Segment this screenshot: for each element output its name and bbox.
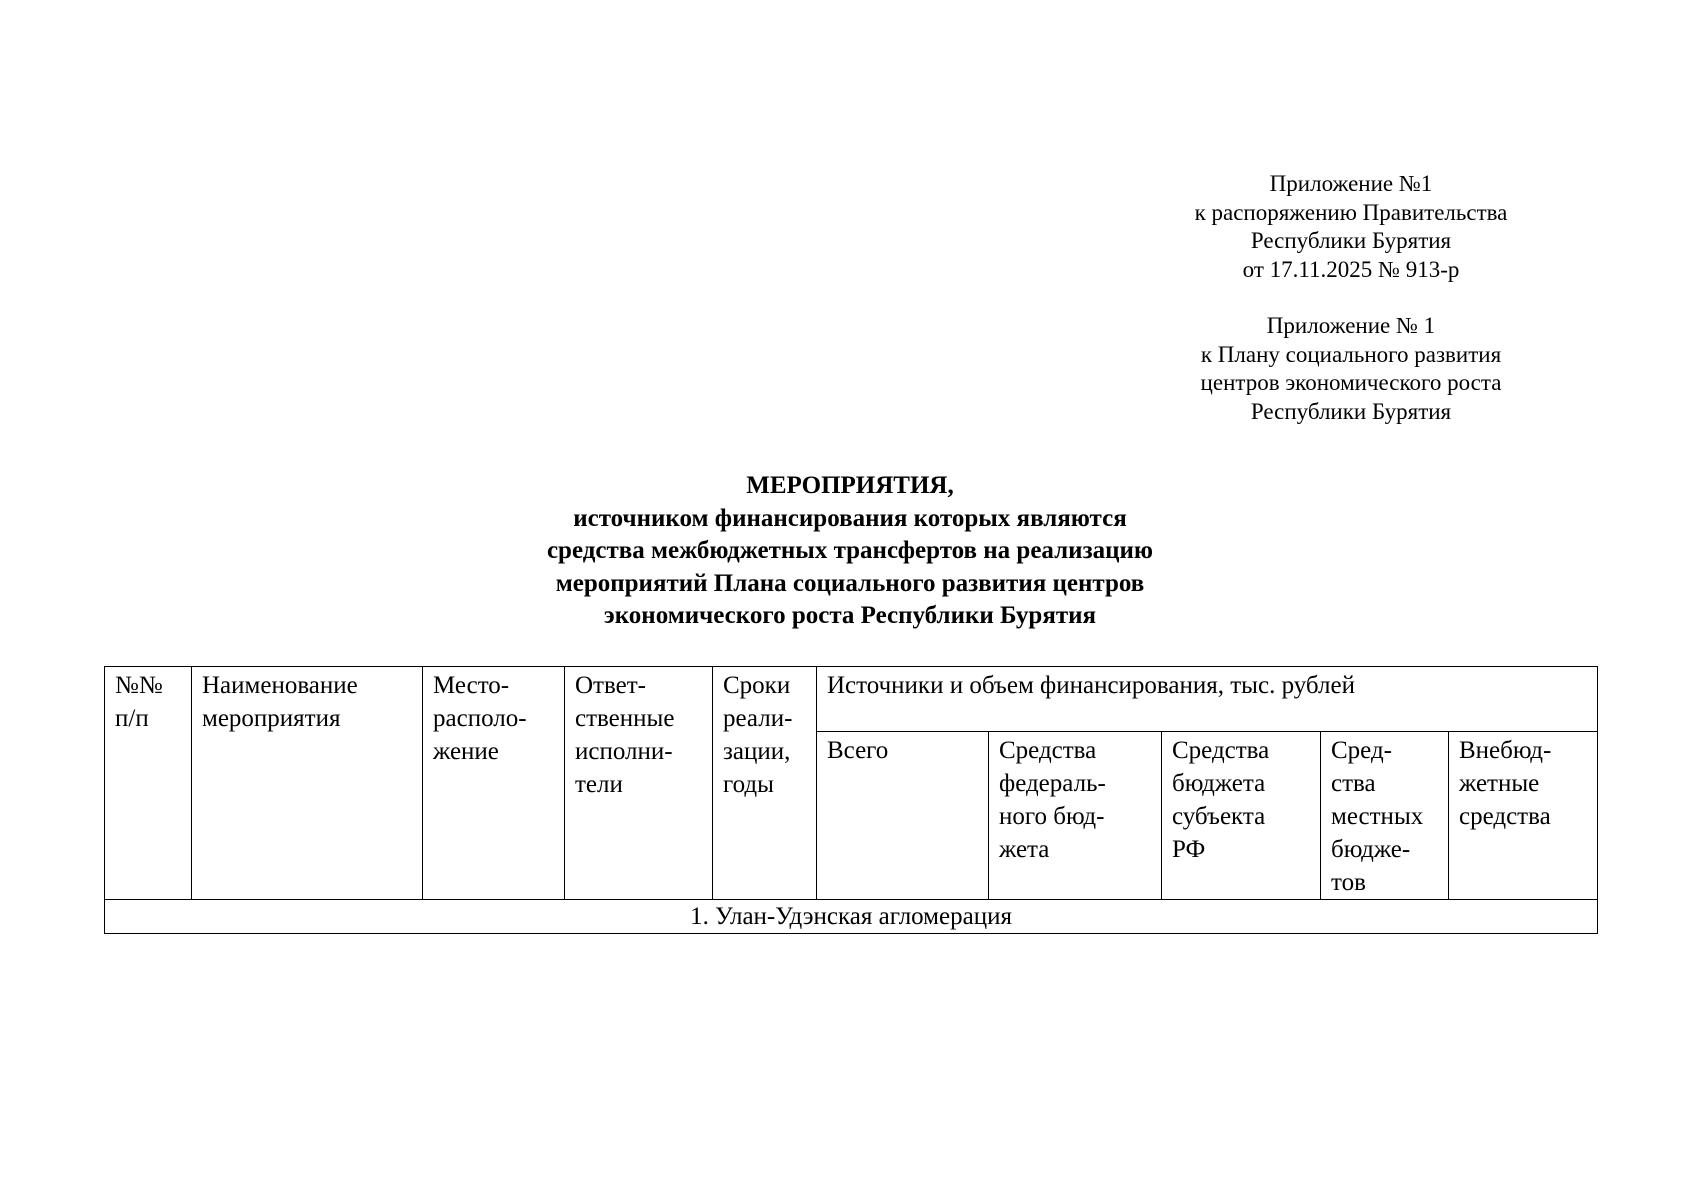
annex-order-line: к распоряжению Правительства [1194,199,1508,225]
title-line: источником финансирования которых являются [573,504,1127,532]
annex-plan-block [1176,312,1526,426]
header-location: Место- располо- жение [423,667,565,900]
subheader-regional-budget: Средства бюджета субъекта РФ [1162,732,1321,900]
annex-plan-line: к Плану социального развития [1200,341,1502,367]
section-title: 1. Улан-Удэнская агломерация [105,900,1598,934]
annex-plan-line: центров экономического роста [1200,370,1502,395]
subheader-extrabudgetary: Внебюд- жетные средства [1449,732,1598,900]
annex-order-line: Приложение №1 [1269,171,1433,196]
annex-order-block [1176,170,1526,284]
header-period: Сроки реали- зации, годы [713,667,817,900]
annex-order-date-number: от 17.11.2025 № 913-р [1242,256,1460,282]
measures-table [104,666,1598,934]
header-funding: Источники и объем финансирования, тыс. рублей [817,667,1598,732]
title-line: МЕРОПРИЯТИЯ, [746,472,954,499]
header-name: Наименование мероприятия [192,667,423,900]
header-number: №№ п/п [105,667,192,900]
title-line: экономического роста Республики Бурятия [603,602,1097,629]
annex-order-line: Республики Бурятия [1250,228,1452,253]
subheader-local-budgets: Сред- ства местных бюдже- тов [1321,732,1449,900]
subheader-federal-budget: Средства федераль- ного бюд- жета [989,732,1162,900]
title-line: средства межбюджетных трансфертов на реализацию [546,537,1154,564]
annex-plan-line: Республики Бурятия [1250,398,1452,424]
table-section-row [105,900,1598,934]
document-title [350,470,1350,633]
subheader-total: Всего [817,732,989,900]
table-header-row [105,667,1598,732]
title-line: мероприятий Плана социального развития центров [555,569,1145,597]
header-executors: Ответ- ственные исполни- тели [565,667,713,900]
annex-plan-line: Приложение № 1 [1266,313,1436,338]
